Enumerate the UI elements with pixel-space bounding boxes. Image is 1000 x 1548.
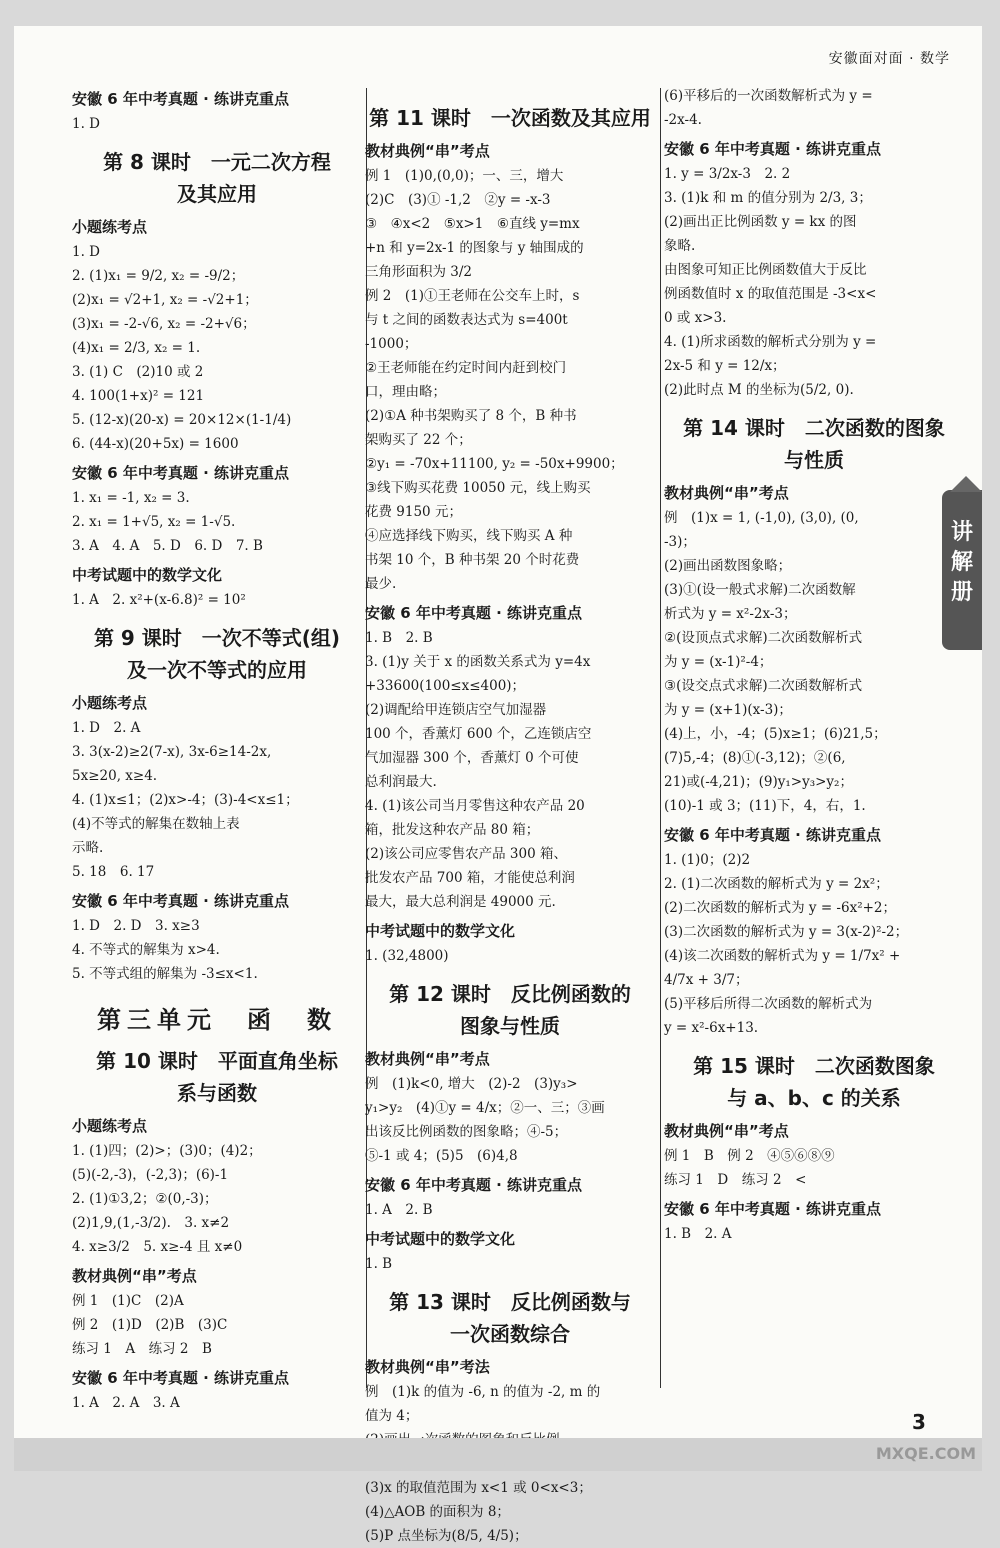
answer-line: 1. (32,4800) [365, 948, 449, 964]
lesson-title: 第三单元 函 数 [97, 1006, 337, 1034]
answer-line: 5. 不等式组的解集为 -3≤x<1. [72, 966, 258, 982]
answer-line: 例 (1)k 的值为 -6, n 的值为 -2, m 的 值为 4； (3)x 的取值范围为 x<1 或 0<x<3； (4)△AOB 的面积为 8； (5)P 点坐标为(8/5, 4/5)； [365, 1384, 601, 1544]
answer-line: 练习 1 D 练习 2 < [664, 1172, 807, 1188]
answer-line: 例 1 (1)0,(0,0)；一、三，增大 (2)C (3)① -1,2 ②y = -x-3 ③ ④x<2 ⑤x>1 ⑥直线 y=mx +n 和 y=2x-1 的图象与 y 轴围成的 三角形面积为 3/2 [365, 168, 584, 280]
answer-line: 1. (1)0；(2)2 [664, 852, 751, 868]
answer-column-2 [365, 92, 655, 1548]
answer-line: 1. B 2. A [664, 1226, 732, 1242]
section-heading: 教材典例“串”考点 [365, 142, 490, 160]
answer-line: (2)1,9,(1,-3/2). 3. x≠2 [72, 1215, 230, 1231]
answer-line: 1. A 2. x²+(x-6.8)² = 10² [72, 592, 246, 608]
answer-line: 例 2 (1)D (2)B (3)C [72, 1317, 228, 1333]
section-heading: 安徽 6 年中考真题 · 练讲克重点 [72, 90, 290, 108]
answer-line: 1. D [72, 116, 100, 132]
lesson-title: 第 8 课时 一元二次方程 及其应用 [103, 150, 331, 206]
lesson-title: 第 13 课时 反比例函数与 一次函数综合 [389, 1290, 631, 1346]
section-heading: 中考试题中的数学文化 [365, 1230, 516, 1248]
section-heading: 安徽 6 年中考真题 · 练讲克重点 [365, 1176, 583, 1194]
section-heading: 小题练考点 [72, 1117, 148, 1135]
answer-line: 1. (1)四；(2)>；(3)0；(4)2； (5)(-2,-3)，(-2,3)；(6)-1 [72, 1143, 262, 1183]
answer-line: 1. A 2. A 3. A [72, 1395, 180, 1411]
section-heading: 小题练考点 [72, 218, 148, 236]
answer-line: 2. (1)x₁ = 9/2, x₂ = -9/2； [72, 268, 245, 284]
lesson-title: 第 14 课时 二次函数的图象 与性质 [683, 416, 945, 472]
lesson-title: 第 10 课时 平面直角坐标 系与函数 [96, 1049, 338, 1105]
answer-line: 1. A 2. B [365, 1202, 433, 1218]
answer-line: 1. B [365, 1256, 393, 1272]
section-heading: 安徽 6 年中考真题 · 练讲克重点 [72, 1369, 290, 1387]
section-heading: 安徽 6 年中考真题 · 练讲克重点 [664, 140, 882, 158]
section-heading: 安徽 6 年中考真题 · 练讲克重点 [664, 1200, 882, 1218]
lesson-title: 第 15 课时 二次函数图象 与 a、b、c 的关系 [693, 1054, 935, 1110]
answer-line: 5. 18 6. 17 [72, 864, 155, 880]
answer-line: 4. (1)x≤1；(2)x>-4；(3)-4<x≤1； (4)不等式的解集在数轴上表 示略. [72, 792, 299, 856]
answer-line: 例 1 (1)C (2)A [72, 1293, 184, 1309]
answer-line: 3. 3(x-2)≥2(7-x), 3x-6≥14-2x, 5x≥20, x≥4. [72, 744, 272, 784]
lesson-title: 第 11 课时 一次函数及其应用 [369, 106, 651, 130]
answer-column-1 [72, 82, 362, 1415]
answer-line: 5. (12-x)(20-x) = 20×12×(1-1/4) [72, 412, 292, 428]
page-number: 3 [912, 1410, 926, 1434]
answer-line: 例 2 (1)①王老师在公交车上时，s 与 t 之间的函数表达式为 s=400t -1000； ②王老师能在约定时间内赶到校门 口，理由略； (2)①A 种书架购买了 8 个，B 种书 架购买了 22 个； ②y₁ = -70x+11100, y₂ = -50x+9900； ③线下购买花费 10050 元，线上购买 花费 9150 元； ④应选择线下购买，线下购买 A 种 书架 10 个，B 种书架 20 个时花费 最少. [365, 288, 624, 592]
lesson-title: 第 12 课时 反比例函数的 图象与性质 [389, 982, 631, 1038]
answer-line: 3. (1)y 关于 x 的函数关系式为 y=4x +33600(100≤x≤400)； (2)调配给甲连锁店空气加湿器 100 个，香薰灯 600 个，乙连锁店空 气加湿器 300 个，香薰灯 0 个可使 总利润最大. [365, 654, 592, 790]
answer-line: (4)x₁ = 2/3, x₂ = 1. [72, 340, 201, 356]
section-heading: 安徽 6 年中考真题 · 练讲克重点 [365, 604, 583, 622]
answer-line: 4. x≥3/2 5. x≥-4 且 x≠0 [72, 1239, 243, 1255]
answer-line: 1. D 2. A [72, 720, 141, 736]
section-heading: 教材典例“串”考点 [72, 1267, 197, 1285]
answer-line: 3. (1) C (2)10 或 2 [72, 364, 204, 380]
watermark: MXQE.COM [875, 1444, 976, 1463]
answer-line: 3. A 4. A 5. D 6. D 7. B [72, 538, 263, 554]
answer-line: 1. D 2. D 3. x≥3 [72, 918, 200, 934]
answer-line: 3. (1)k 和 m 的值分别为 2/3, 3； (2)画出正比例函数 y = kx 的图 象略. 由图象可知正比例函数值大于反比 例函数值时 x 的取值范围是 -3<x< 0 或 x>3. [664, 190, 877, 326]
answer-line: 例 (1)x = 1, (-1,0), (3,0), (0, -3)； (2)画出函数图象略； (3)①(设一般式求解)二次函数解 析式为 y = x²-2x-3； ②(设顶点式求解)二次函数解析式 为 y = (x-1)²-4； ③(设交点式求解)二次函数解析式 为 y = (x+1)(x-3)； (4)上，小，-4；(5)x≥1；(6)21,5； (7)5,-4；(8)①(-3,12)；②(6, 21)或(-4,21)；(9)y₁>y₃>y₂； (10)-1 或 3；(11)下，4，右，1. [664, 510, 887, 814]
answer-line: 例 (1)k<0, 增大 (2)-2 (3)y₃> y₁>y₂ (4)①y = 4/x；②一、三；③画 出该反比例函数的图象略；④-5； ⑤-1 或 4；(5)5 (6)4,8 [365, 1076, 605, 1164]
answer-line: 6. (44-x)(20+5x) = 1600 [72, 436, 239, 452]
answer-line: 2. x₁ = 1+√5, x₂ = 1-√5. [72, 514, 236, 530]
section-heading: 教材典例“串”考点 [664, 1122, 789, 1140]
section-tab: 讲解册 [942, 490, 982, 650]
running-header: 安徽面对面 · 数学 [828, 51, 950, 67]
section-heading: 教材典例“串”考法 [365, 1358, 490, 1376]
answer-line: 1. x₁ = -1, x₂ = 3. [72, 490, 190, 506]
answer-line: 2. (1)二次函数的解析式为 y = 2x²； (2)二次函数的解析式为 y = -6x²+2； (3)二次函数的解析式为 y = 3(x-2)²-2； (4)该二次函数的解析式为 y = 1/7x² + 4/7x + 3/7； (5)平移后所得二次函数的解析式为 y = x²-6x+13. [664, 876, 909, 1036]
section-heading: 教材典例“串”考点 [664, 484, 789, 502]
section-heading: 中考试题中的数学文化 [365, 922, 516, 940]
answer-line: 1. B 2. B [365, 630, 433, 646]
section-heading: 安徽 6 年中考真题 · 练讲克重点 [664, 826, 882, 844]
page-footer [14, 1438, 982, 1471]
answer-line: 练习 1 A 练习 2 B [72, 1341, 212, 1357]
answer-line: 2. (1)①3,2；②(0,-3)； [72, 1191, 218, 1207]
section-heading: 小题练考点 [72, 694, 148, 712]
answer-line: 4. 不等式的解集为 x>4. [72, 942, 220, 958]
section-heading: 安徽 6 年中考真题 · 练讲克重点 [72, 464, 290, 482]
section-heading: 中考试题中的数学文化 [72, 566, 223, 584]
answer-line: 4. 100(1+x)² = 121 [72, 388, 205, 404]
answer-line: 1. D [72, 244, 100, 260]
answer-column-3 [664, 84, 964, 1246]
answer-line: (6)平移后的一次函数解析式为 y = -2x-4. [664, 88, 873, 128]
answer-line: 4. (1)该公司当月零售这种农产品 20 箱，批发这种农产品 80 箱； (2)该公司应零售农产品 300 箱、 批发农产品 700 箱，才能使总利润 最大，最大总利润是 49000 元. [365, 798, 585, 910]
answer-line: 例 1 B 例 2 ④⑤⑥⑧⑨ [664, 1148, 835, 1164]
answer-line: 1. y = 3/2x-3 2. 2 [664, 166, 791, 182]
lesson-title: 第 9 课时 一次不等式(组) 及一次不等式的应用 [93, 626, 341, 682]
section-heading: 教材典例“串”考点 [365, 1050, 490, 1068]
answer-line: 4. (1)所求函数的解析式分别为 y = 2x-5 和 y = 12/x； (2)此时点 M 的坐标为(5/2, 0). [664, 334, 877, 398]
column-divider-2 [660, 88, 661, 1388]
section-heading: 安徽 6 年中考真题 · 练讲克重点 [72, 892, 290, 910]
answer-line: (3)x₁ = -2-√6, x₂ = -2+√6； [72, 316, 256, 332]
answer-line: (2)x₁ = √2+1, x₂ = -√2+1； [72, 292, 258, 308]
